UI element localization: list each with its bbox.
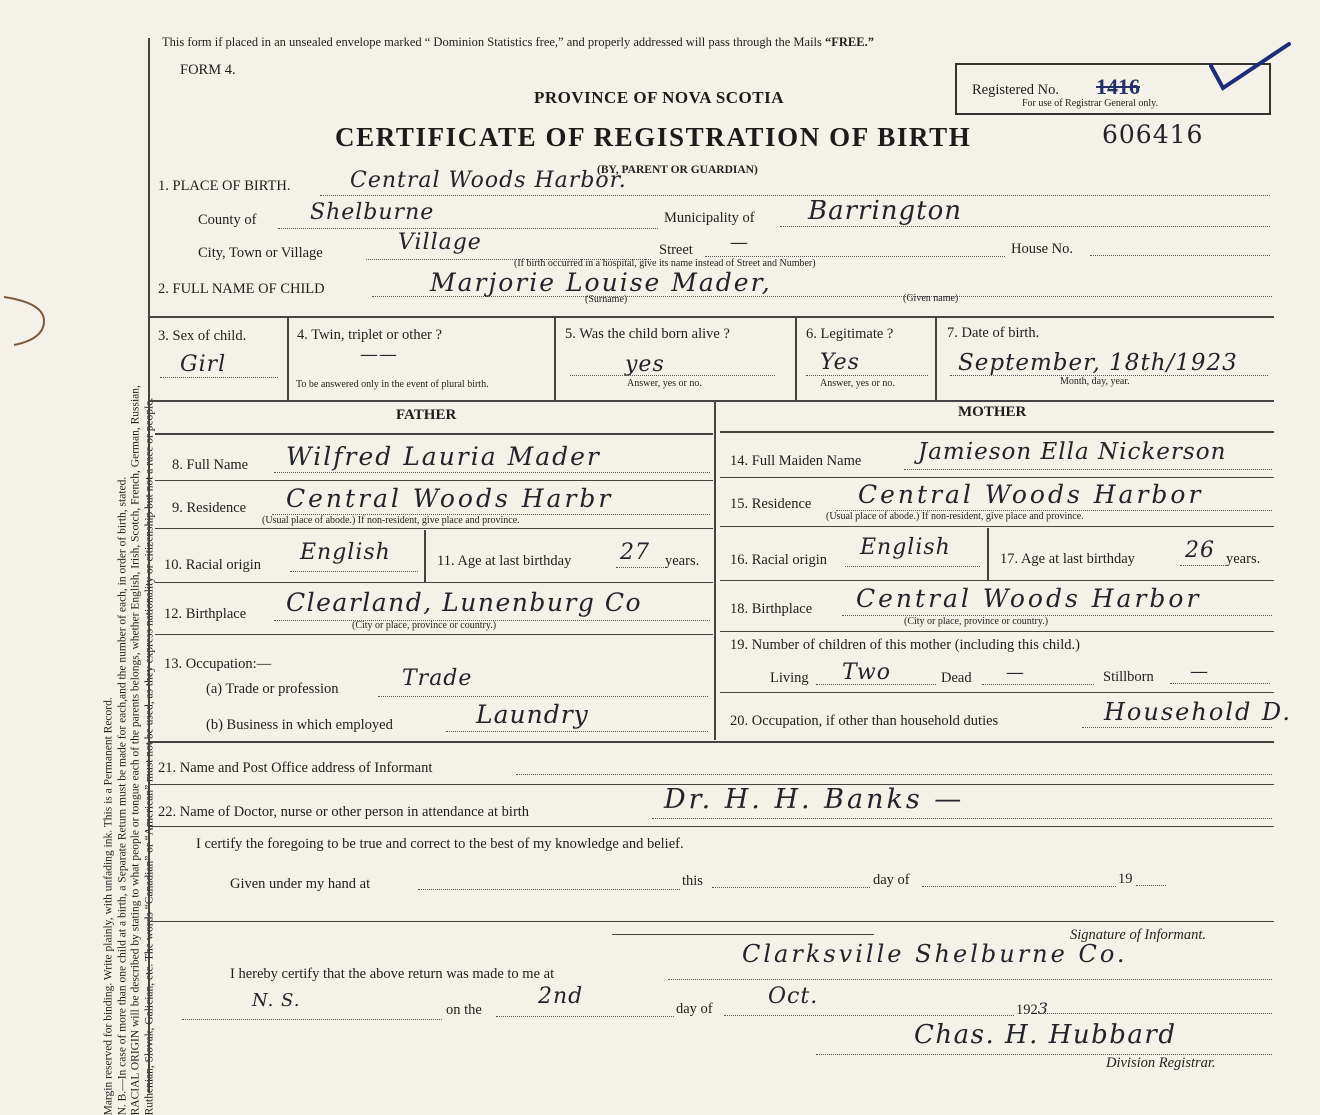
divider [150, 316, 1274, 318]
street-value: — [730, 232, 749, 253]
father-heading: FATHER [396, 407, 457, 423]
binding-hole-mark [0, 285, 60, 355]
this-label: this [682, 873, 703, 889]
father-age-label: 11. Age at last birthday [437, 553, 572, 569]
divider [155, 582, 713, 583]
county-value: Shelburne [310, 200, 435, 225]
father-name-label: 8. Full Name [172, 457, 249, 473]
parents-divider [714, 400, 716, 740]
city-town-village-label: City, Town or Village [198, 245, 323, 261]
signature-line [612, 934, 874, 935]
father-residence-note: (Usual place of abode.) If non-resident, give place and province. [262, 515, 520, 526]
mother-name-label: 14. Full Maiden Name [730, 453, 862, 469]
mother-birthplace-value: Central Woods Harbor [856, 584, 1202, 613]
divider [720, 477, 1274, 478]
dead-value: — [1006, 662, 1025, 683]
mother-residence-note: (Usual place of abode.) If non-resident, give place and province. [826, 511, 1084, 522]
certificate-subtitle: (BY, PARENT OR GUARDIAN) [597, 164, 758, 176]
divider [155, 433, 713, 435]
father-birthplace-note: (City or place, province or country.) [352, 620, 497, 631]
house-number-label: House No. [1011, 241, 1074, 257]
mother-racial-origin-label: 16. Racial origin [730, 552, 828, 568]
father-birthplace-value: Clearland, Lunenburg Co [286, 588, 643, 617]
mother-name-value: Jamieson Ella Nickerson [918, 439, 1227, 465]
certificate-number: 606416 [1102, 120, 1204, 149]
checkmark-icon [1205, 38, 1295, 98]
divider [795, 318, 797, 400]
divider [424, 530, 426, 582]
legitimate-label: 6. Legitimate ? [806, 326, 894, 342]
signature-informant-label: Signature of Informant. [1070, 927, 1207, 943]
municipality-label: Municipality of [664, 210, 755, 226]
father-racial-origin-label: 10. Racial origin [164, 557, 262, 573]
father-racial-origin-value: English [300, 540, 391, 565]
date-of-birth-note: Month, day, year. [1060, 376, 1130, 387]
divider [720, 580, 1274, 581]
mother-age-unit: years. [1226, 551, 1261, 567]
trade-value: Trade [402, 666, 473, 691]
mother-occupation-label: 20. Occupation, if other than household duties [730, 713, 999, 729]
divider [720, 631, 1274, 632]
dead-label: Dead [941, 670, 972, 686]
registrar-certify-label: I hereby certify that the above return was made to me at [230, 966, 555, 982]
form-number: FORM 4. [180, 62, 236, 78]
stillborn-value: — [1190, 661, 1209, 682]
registrar-place-value: Clarksville Shelburne Co. [742, 940, 1128, 968]
mother-birthplace-label: 18. Birthplace [730, 601, 813, 617]
year-hand-value: 3 [1037, 999, 1049, 1018]
sex-value: Girl [180, 352, 227, 377]
divider [150, 921, 1274, 922]
mother-occupation-value: Household D. [1104, 698, 1292, 726]
year-label: 19 [1118, 871, 1133, 887]
registered-note: For use of Registrar General only. [1022, 98, 1158, 109]
mother-age-label: 17. Age at last birthday [1000, 551, 1135, 567]
divider [554, 318, 556, 400]
trade-label: (a) Trade or profession [206, 681, 339, 697]
father-birthplace-label: 12. Birthplace [164, 606, 247, 622]
divider [720, 431, 1274, 433]
margin-note-line: N. B.—In case of more than one child at a birth, a Separate Return must be made for each,and the number of each, in order of birth, stated. [116, 476, 129, 1115]
born-alive-label: 5. Was the child born alive ? [565, 326, 730, 342]
divider [287, 318, 289, 400]
father-residence-label: 9. Residence [172, 500, 247, 516]
divider [720, 526, 1274, 527]
born-alive-note: Answer, yes or no. [627, 378, 702, 389]
doctor-value: Dr. H. H. Banks — [664, 784, 965, 815]
given-name-note: (Given name) [903, 293, 959, 304]
province-abbr-value: N. S. [252, 990, 301, 1011]
children-count-label: 19. Number of children of this mother (including this child.) [730, 637, 1080, 653]
divider [155, 634, 713, 635]
street-label: Street [659, 242, 693, 258]
divider [150, 741, 1274, 743]
born-alive-value: yes [625, 352, 665, 377]
certify-statement: I certify the foregoing to be true and correct to the best of my knowledge and belief. [196, 836, 684, 852]
registered-number: 1416 [1096, 74, 1140, 99]
day-of-2-label: day of [676, 1001, 713, 1017]
divider [155, 480, 713, 481]
father-age-unit: years. [665, 553, 700, 569]
day-of-label: day of [873, 872, 910, 888]
margin-note-line: Margin reserved for binding. Write plainly, with unfading ink. This is a Permanent Record. [102, 697, 115, 1115]
on-the-label: on the [446, 1002, 482, 1018]
date-of-birth-value: September, 18th/1923 [958, 350, 1238, 376]
month-value: Oct. [768, 984, 819, 1009]
divider [987, 528, 989, 580]
postal-note: This form if placed in an unsealed envelope marked “ Dominion Statistics free,” and properly addressed will pass through the Mails “FREE.” [162, 35, 874, 49]
twin-value: —— [360, 344, 398, 365]
registered-label: Registered No. [972, 82, 1059, 98]
sex-label: 3. Sex of child. [158, 328, 247, 344]
divider [935, 318, 937, 400]
city-town-village-value: Village [398, 230, 482, 255]
mother-age-value: 26 [1185, 538, 1215, 563]
living-value: Two [842, 660, 891, 685]
legitimate-value: Yes [820, 350, 860, 375]
full-name-label: 2. FULL NAME OF CHILD [158, 281, 325, 297]
margin-note-line: Ruthenian, Slovak, Galician, etc. The words “Canadian” or “American” must not be used, as they express nationality or citizenship but not a race or people. [143, 397, 156, 1115]
doctor-label: 22. Name of Doctor, nurse or other person in attendance at birth [158, 804, 530, 820]
year-printed-label: 1923 [1016, 999, 1049, 1018]
hospital-note: (If birth occurred in a hospital, give its name instead of Street and Number) [514, 258, 816, 269]
place-of-birth-label: 1. PLACE OF BIRTH. [158, 178, 291, 194]
informant-label: 21. Name and Post Office address of Informant [158, 760, 433, 776]
twin-label: 4. Twin, triplet or other ? [297, 327, 442, 343]
left-border [148, 38, 150, 1093]
father-name-value: Wilfred Lauria Mader [286, 442, 601, 471]
registrar-signature: Chas. H. Hubbard [914, 1020, 1177, 1050]
twin-note: To be answered only in the event of plural birth. [296, 379, 489, 390]
divider [155, 528, 713, 529]
mother-residence-label: 15. Residence [730, 496, 812, 512]
mother-racial-origin-value: English [860, 535, 951, 560]
municipality-value: Barrington [808, 196, 963, 226]
mother-birthplace-note: (City or place, province or country.) [904, 616, 1049, 627]
full-name-value: Marjorie Louise Mader, [430, 268, 772, 297]
divider [150, 400, 1274, 402]
living-label: Living [770, 670, 809, 686]
given-under-label: Given under my hand at [230, 876, 371, 892]
surname-note: (Surname) [585, 294, 628, 305]
county-label: County of [198, 212, 257, 228]
divider [720, 692, 1274, 693]
father-residence-value: Central Woods Harbr [286, 484, 614, 513]
margin-note-line: RACIAL ORIGIN will be described by stating to what people or tongue each of the parents belongs, whether English, Irish, Scotch, French, German, Russian, [130, 385, 142, 1115]
father-age-value: 27 [620, 540, 650, 565]
day-value: 2nd [538, 984, 584, 1009]
place-of-birth-value: Central Woods Harbor. [350, 168, 627, 193]
mother-heading: MOTHER [958, 404, 1027, 420]
legitimate-note: Answer, yes or no. [820, 378, 895, 389]
mother-residence-value: Central Woods Harbor [858, 480, 1204, 509]
certificate-title: CERTIFICATE OF REGISTRATION OF BIRTH [335, 122, 972, 152]
business-label: (b) Business in which employed [206, 717, 393, 733]
stillborn-label: Stillborn [1103, 669, 1154, 685]
divider [150, 826, 1274, 827]
division-registrar-label: Division Registrar. [1106, 1055, 1216, 1071]
father-occupation-label: 13. Occupation:— [164, 656, 272, 672]
province-heading: PROVINCE OF NOVA SCOTIA [534, 88, 785, 107]
date-of-birth-label: 7. Date of birth. [947, 325, 1040, 341]
business-value: Laundry [476, 700, 589, 729]
